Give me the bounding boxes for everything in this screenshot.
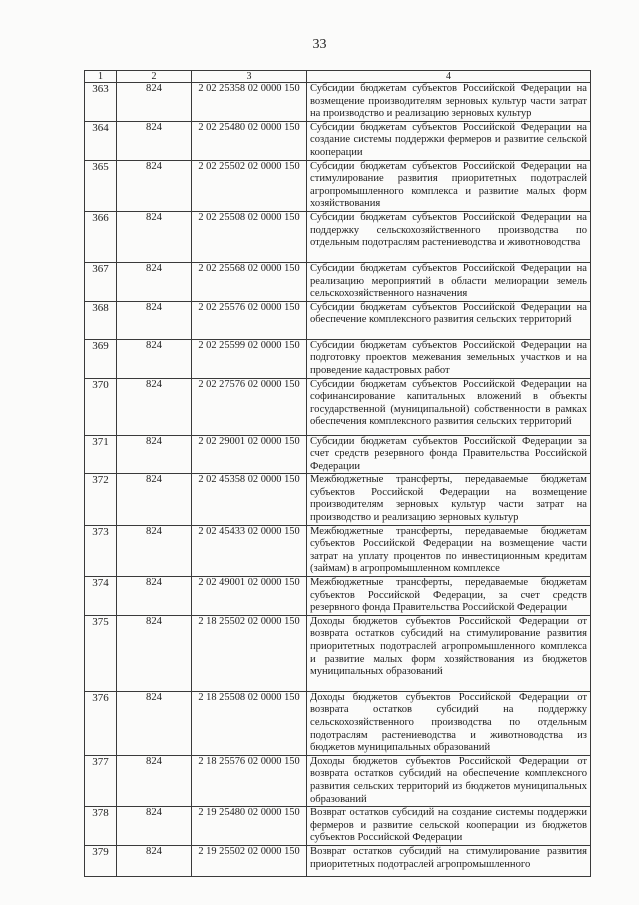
income-description: Субсидии бюджетам субъектов Российской Федерации на поддержку сельскохозяйственного производства по отдельным подотраслям растениеводства и животноводства <box>307 211 591 262</box>
administrator-code: 824 <box>117 474 192 525</box>
row-number: 372 <box>85 474 117 525</box>
budget-code: 2 02 25568 02 0000 150 <box>192 262 307 301</box>
income-description: Субсидии бюджетам субъектов Российской Федерации на обеспечение комплексного развития сельских территорий <box>307 301 591 339</box>
administrator-code: 824 <box>117 160 192 211</box>
table-row <box>85 211 591 262</box>
row-number: 375 <box>85 615 117 691</box>
budget-code: 2 02 27576 02 0000 150 <box>192 378 307 435</box>
row-number: 367 <box>85 262 117 301</box>
administrator-code: 824 <box>117 691 192 755</box>
budget-classification-table <box>84 70 591 877</box>
budget-code: 2 18 25576 02 0000 150 <box>192 755 307 806</box>
row-number: 378 <box>85 807 117 846</box>
header-col-3: 3 <box>192 71 307 83</box>
budget-code: 2 19 25502 02 0000 150 <box>192 845 307 876</box>
table-row <box>85 262 591 301</box>
administrator-code: 824 <box>117 845 192 876</box>
income-description: Доходы бюджетов субъектов Российской Федерации от возврата остатков субсидий на стимулирование развития приоритетных подотраслей агропромышленного комплекса и развитие малых форм хозяйствования из бюджетов муниципальных образований <box>307 615 591 691</box>
budget-code: 2 18 25502 02 0000 150 <box>192 615 307 691</box>
table-row <box>85 83 591 122</box>
row-number: 376 <box>85 691 117 755</box>
row-number: 368 <box>85 301 117 339</box>
header-col-1: 1 <box>85 71 117 83</box>
table-row <box>85 474 591 525</box>
administrator-code: 824 <box>117 339 192 378</box>
budget-code: 2 02 45433 02 0000 150 <box>192 525 307 576</box>
table-row <box>85 525 591 576</box>
table-header-row <box>85 71 591 83</box>
income-description: Субсидии бюджетам субъектов Российской Федерации на создание системы поддержки фермеров и развитие сельской кооперации <box>307 121 591 160</box>
administrator-code: 824 <box>117 301 192 339</box>
administrator-code: 824 <box>117 435 192 474</box>
budget-code: 2 02 25599 02 0000 150 <box>192 339 307 378</box>
row-number: 374 <box>85 577 117 616</box>
administrator-code: 824 <box>117 378 192 435</box>
table-row <box>85 160 591 211</box>
budget-code: 2 02 25502 02 0000 150 <box>192 160 307 211</box>
budget-code: 2 02 25508 02 0000 150 <box>192 211 307 262</box>
table-row <box>85 378 591 435</box>
income-description: Доходы бюджетов субъектов Российской Федерации от возврата остатков субсидий на обеспечение комплексного развития сельских территорий из бюджетов муниципальных образований <box>307 755 591 806</box>
row-number: 363 <box>85 83 117 122</box>
budget-code: 2 02 25358 02 0000 150 <box>192 83 307 122</box>
table-row <box>85 121 591 160</box>
administrator-code: 824 <box>117 83 192 122</box>
administrator-code: 824 <box>117 755 192 806</box>
budget-code: 2 18 25508 02 0000 150 <box>192 691 307 755</box>
budget-code: 2 02 25576 02 0000 150 <box>192 301 307 339</box>
budget-code: 2 02 45358 02 0000 150 <box>192 474 307 525</box>
table-row <box>85 435 591 474</box>
row-number: 366 <box>85 211 117 262</box>
income-description: Субсидии бюджетам субъектов Российской Федерации на софинансирование капитальных вложений в объекты государственной (муниципальной) собственности в рамках обеспечения комплексного развития сельских территорий <box>307 378 591 435</box>
row-number: 373 <box>85 525 117 576</box>
income-description: Межбюджетные трансферты, передаваемые бюджетам субъектов Российской Федерации на возмещение производителям зерновых культур части затрат на производство и реализацию зерновых культур <box>307 474 591 525</box>
administrator-code: 824 <box>117 807 192 846</box>
income-description: Субсидии бюджетам субъектов Российской Федерации на подготовку проектов межевания земельных участков и на проведение кадастровых работ <box>307 339 591 378</box>
table-row <box>85 845 591 876</box>
table-row <box>85 755 591 806</box>
table-row <box>85 807 591 846</box>
row-number: 364 <box>85 121 117 160</box>
budget-code: 2 19 25480 02 0000 150 <box>192 807 307 846</box>
table-row <box>85 301 591 339</box>
row-number: 369 <box>85 339 117 378</box>
row-number: 365 <box>85 160 117 211</box>
table-row <box>85 577 591 616</box>
administrator-code: 824 <box>117 211 192 262</box>
table-row <box>85 691 591 755</box>
row-number: 377 <box>85 755 117 806</box>
administrator-code: 824 <box>117 121 192 160</box>
income-description: Межбюджетные трансферты, передаваемые бюджетам субъектов Российской Федерации на возмещение части затрат на уплату процентов по инвестиционным кредитам (займам) в агропромышленном комплексе <box>307 525 591 576</box>
table-row <box>85 615 591 691</box>
income-description: Доходы бюджетов субъектов Российской Федерации от возврата остатков субсидий на поддержку сельскохозяйственного производства по отдельным подотраслям растениеводства и животноводства из бюджетов муниципальных образований <box>307 691 591 755</box>
administrator-code: 824 <box>117 577 192 616</box>
income-description: Субсидии бюджетам субъектов Российской Федерации на стимулирование развития приоритетных подотраслей агропромышленного комплекса и развитие малых форм хозяйствования <box>307 160 591 211</box>
header-col-4: 4 <box>307 71 591 83</box>
budget-code: 2 02 29001 02 0000 150 <box>192 435 307 474</box>
administrator-code: 824 <box>117 262 192 301</box>
administrator-code: 824 <box>117 525 192 576</box>
administrator-code: 824 <box>117 615 192 691</box>
row-number: 371 <box>85 435 117 474</box>
income-description: Межбюджетные трансферты, передаваемые бюджетам субъектов Российской Федерации, за счет средств резервного фонда Правительства Российской Федерации <box>307 577 591 616</box>
row-number: 370 <box>85 378 117 435</box>
page-number: 33 <box>312 37 327 52</box>
budget-code: 2 02 25480 02 0000 150 <box>192 121 307 160</box>
income-description: Субсидии бюджетам субъектов Российской Федерации на реализацию мероприятий в области мелиорации земель сельскохозяйственного назначения <box>307 262 591 301</box>
budget-code: 2 02 49001 02 0000 150 <box>192 577 307 616</box>
income-description: Возврат остатков субсидий на стимулирование развития приоритетных подотраслей агропромышленного <box>307 845 591 876</box>
header-col-2: 2 <box>117 71 192 83</box>
table-row <box>85 339 591 378</box>
income-description: Субсидии бюджетам субъектов Российской Федерации за счет средств резервного фонда Правительства Российской Федерации <box>307 435 591 474</box>
income-description: Субсидии бюджетам субъектов Российской Федерации на возмещение производителям зерновых культур части затрат на производство и реализацию зерновых культур <box>307 83 591 122</box>
income-description: Возврат остатков субсидий на создание системы поддержки фермеров и развитие сельской кооперации из бюджетов субъектов Российской Федерации <box>307 807 591 846</box>
row-number: 379 <box>85 845 117 876</box>
